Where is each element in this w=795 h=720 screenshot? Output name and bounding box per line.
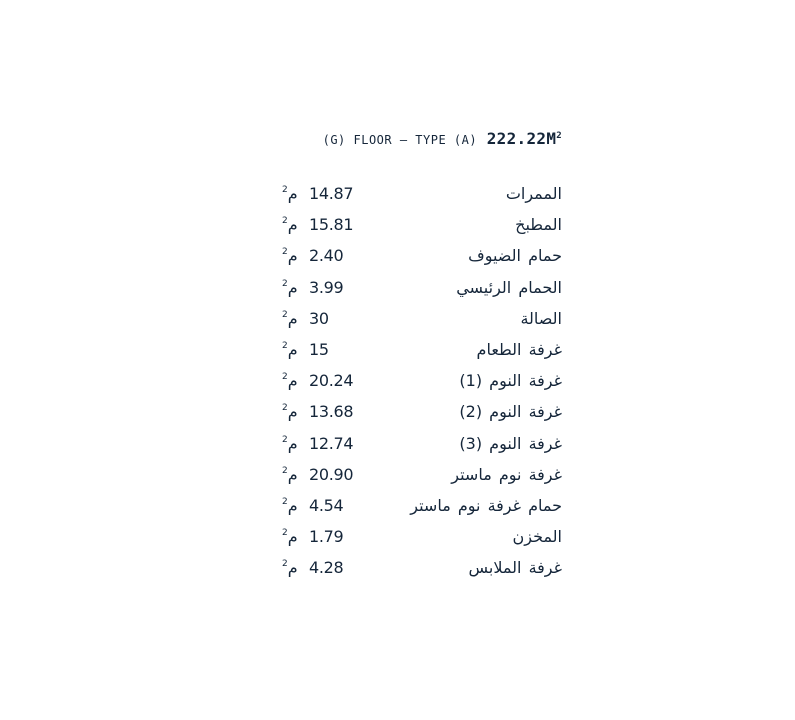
area-unit [282, 309, 298, 328]
area-unit-exponent: 2 [282, 528, 288, 539]
room-name: المطبخ [515, 215, 562, 235]
area-unit-label: م [287, 339, 298, 359]
room-area-value: 2.40 [309, 246, 344, 266]
area-unit-label: م [287, 558, 298, 578]
room-row [270, 180, 562, 211]
area-unit [282, 465, 298, 484]
area-unit-exponent: 2 [282, 465, 288, 476]
room-area-value: 13.68 [309, 402, 354, 422]
room-area-value: 4.54 [309, 495, 344, 515]
room-row [270, 305, 562, 336]
area-unit-label: م [287, 433, 298, 453]
room-area-value: 15.81 [309, 215, 354, 235]
room-name: غرفة نوم ماستر [451, 464, 562, 484]
area-unit [282, 558, 298, 577]
area-unit-label: م [287, 495, 298, 515]
room-name: غرفة النوم (1) [459, 371, 562, 391]
room-area-value: 3.99 [309, 277, 344, 297]
room-row [270, 430, 562, 461]
room-row [270, 211, 562, 242]
room-area-value: 14.87 [309, 184, 354, 203]
room-area-value: 4.28 [309, 558, 344, 578]
area-unit-exponent: 2 [282, 278, 288, 289]
area-unit-label: م [287, 371, 298, 391]
area-unit-exponent: 2 [282, 216, 288, 227]
room-row [270, 398, 562, 429]
area-unit [282, 215, 298, 234]
room-name: غرفة الملابس [468, 558, 562, 578]
total-area-value: 222.22M [486, 129, 557, 148]
area-unit-exponent: 2 [282, 247, 288, 258]
area-unit-label: م [287, 527, 298, 547]
area-unit [282, 371, 298, 390]
room-row [270, 367, 562, 398]
floor-type-label: (G) FLOOR – TYPE (A) [322, 133, 478, 147]
floor-heading [300, 129, 562, 153]
area-unit-label: م [287, 308, 298, 328]
room-row [270, 242, 562, 273]
area-unit-exponent: 2 [282, 434, 288, 445]
room-area-value: 1.79 [309, 527, 344, 547]
area-unit [282, 184, 298, 203]
room-name: حمام الضيوف [468, 246, 562, 266]
area-unit-exponent: 2 [282, 340, 288, 351]
area-unit-exponent: 2 [282, 185, 288, 195]
total-area [487, 129, 562, 148]
total-area-exponent: 2 [556, 131, 562, 141]
room-name: المخزن [512, 527, 562, 547]
area-unit-label: م [287, 246, 298, 266]
area-unit-label: م [287, 184, 298, 203]
room-row [270, 461, 562, 492]
area-unit [282, 527, 298, 546]
room-row [270, 492, 562, 523]
room-area-value: 30 [309, 308, 329, 328]
area-unit [282, 278, 298, 297]
room-name: الصالة [520, 308, 562, 328]
room-row [270, 336, 562, 367]
room-area-value: 12.74 [309, 433, 354, 453]
area-unit [282, 496, 298, 515]
area-unit-exponent: 2 [282, 496, 288, 507]
room-name: غرفة الطعام [476, 339, 562, 359]
area-unit [282, 434, 298, 453]
room-area-value: 20.24 [309, 371, 354, 391]
room-area-value: 15 [309, 339, 329, 359]
area-unit-exponent: 2 [282, 559, 288, 570]
area-unit-exponent: 2 [282, 403, 288, 414]
room-name: حمام غرفة نوم ماستر [410, 495, 562, 515]
room-name: الحمام الرئيسي [456, 277, 562, 297]
area-unit-label: م [287, 464, 298, 484]
area-unit-label: م [287, 277, 298, 297]
room-row [270, 523, 562, 554]
area-unit-exponent: 2 [282, 309, 288, 320]
room-name: غرفة النوم (3) [459, 433, 562, 453]
room-row [270, 554, 562, 585]
area-unit-exponent: 2 [282, 372, 288, 383]
area-unit [282, 402, 298, 421]
area-unit-label: م [287, 402, 298, 422]
room-name: غرفة النوم (2) [459, 402, 562, 422]
area-unit-label: م [287, 215, 298, 235]
area-unit [282, 246, 298, 265]
room-row [270, 274, 562, 305]
room-name: الممرات [505, 184, 562, 203]
area-unit [282, 340, 298, 359]
room-area-value: 20.90 [309, 464, 354, 484]
room-area-list [270, 180, 562, 585]
